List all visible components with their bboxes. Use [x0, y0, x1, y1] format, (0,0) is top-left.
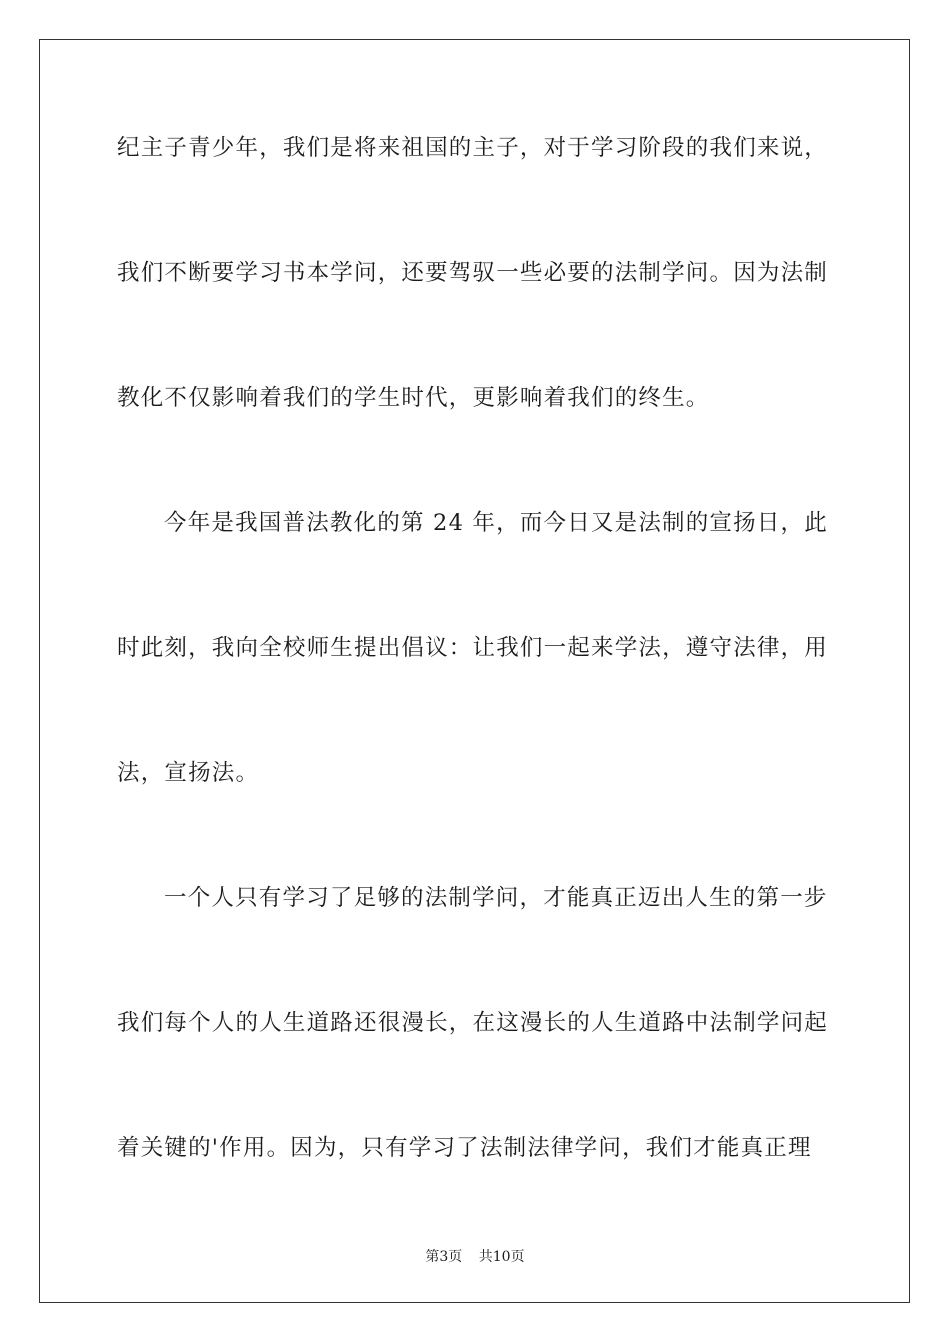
text-line: 纪主子青少年，我们是将来祖国的主子，对于学习阶段的我们来说，: [117, 135, 829, 161]
text-line: 着关键的'作用。因为，只有学习了法制法律学问，我们才能真正理: [117, 1135, 812, 1161]
text-line: 我们每个人的人生道路还很漫长，在这漫长的人生道路中法制学问起: [117, 1010, 829, 1036]
page-border: [39, 39, 910, 1303]
text-line: 我们不断要学习书本学问，还要驾驭一些必要的法制学问。因为法制: [117, 260, 829, 286]
page-number: 第3页: [425, 1249, 463, 1265]
page-footer: [0, 1247, 950, 1267]
paragraph-first-line: 今年是我国普法教化的第 24 年，而今日又是法制的宣扬日，此: [164, 510, 828, 536]
text-line: 教化不仅影响着我们的学生时代，更影响着我们的终生。: [117, 385, 710, 411]
page-total: 共10页: [478, 1249, 525, 1265]
text-line: 时此刻，我向全校师生提出倡议：让我们一起来学法，遵守法律，用: [117, 635, 829, 661]
paragraph-first-line: 一个人只有学习了足够的法制学问，才能真正迈出人生的第一步: [164, 885, 828, 911]
text-line: 法，宣扬法。: [117, 760, 260, 786]
